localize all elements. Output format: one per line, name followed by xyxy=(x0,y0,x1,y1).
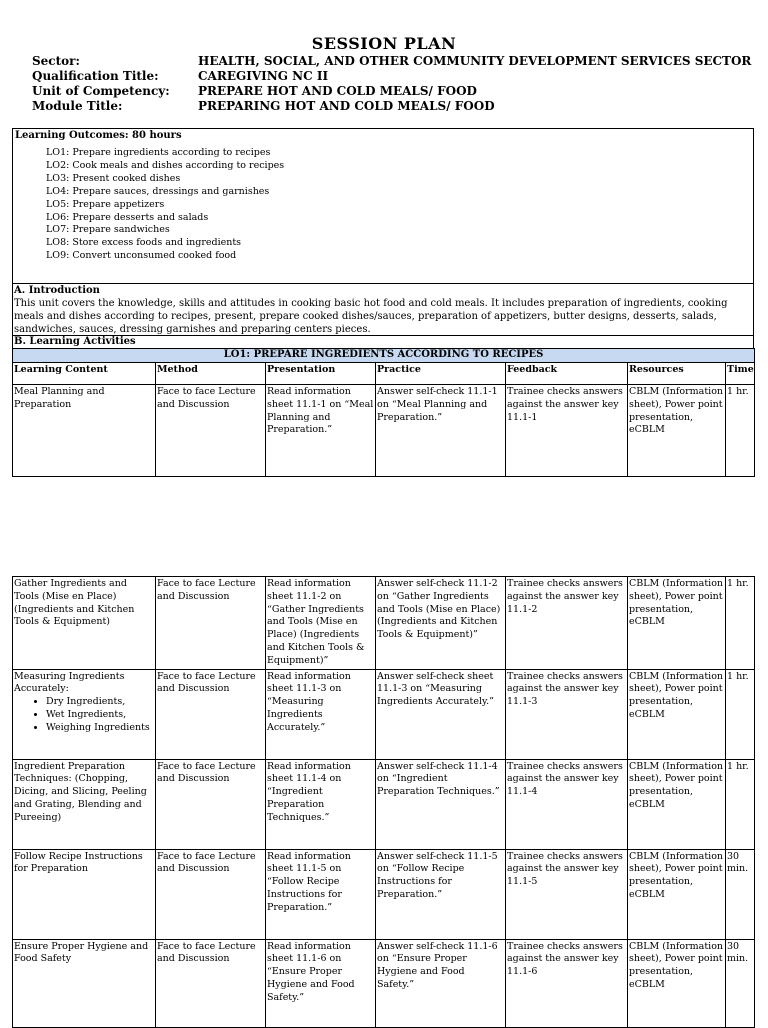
sub-topic-item: • Dry Ingredients, xyxy=(46,696,154,709)
learning-activities-heading: B. Learning Activities xyxy=(12,335,754,349)
table-row xyxy=(13,385,755,477)
page-title: SESSION PLAN xyxy=(311,34,457,53)
resources-cell: CBLM (Information sheet), Power point presentation, eCBLM xyxy=(628,759,726,849)
meta-row-sector xyxy=(32,54,751,69)
time-cell: 1 hr. xyxy=(726,759,755,849)
learning-outcome-item: LO9: Convert unconsumed cooked food xyxy=(46,250,237,262)
column-header: Method xyxy=(156,363,266,385)
meta-label: Unit of Competency: xyxy=(32,84,170,98)
learning-outcome-item: LO1: Prepare ingredients according to recipes xyxy=(46,147,271,158)
presentation-cell: Read information sheet 11.1-5 on “Follow Recipe Instructions for Preparation.” xyxy=(266,849,376,939)
method-cell: Face to face Lecture and Discussion xyxy=(156,849,266,939)
method-cell: Face to face Lecture and Discussion xyxy=(156,759,266,849)
practice-cell: Answer self-check 11.1-1 on “Meal Planning and Preparation.” xyxy=(376,385,506,477)
method-cell: Face to face Lecture and Discussion xyxy=(156,385,266,477)
learning-outcome-item: LO3: Present cooked dishes xyxy=(46,172,181,184)
introduction-heading: A. Introduction xyxy=(14,285,100,296)
column-header: Resources xyxy=(628,363,726,385)
presentation-cell: Read information sheet 11.1-4 on “Ingredient Preparation Techniques.” xyxy=(266,759,376,849)
resources-cell: CBLM (Information sheet), Power point presentation, eCBLM xyxy=(628,385,726,477)
meta-label: Sector: xyxy=(32,54,80,68)
time-cell: 1 hr. xyxy=(726,577,755,670)
sub-topic-item: • Weighing Ingredients xyxy=(46,722,154,735)
meta-value: CAREGIVING NC II xyxy=(198,69,329,83)
table-row xyxy=(13,939,755,1027)
learning-content-cell: Gather Ingredients and Tools (Mise en Place) (Ingredients and Kitchen Tools & Equipment) xyxy=(13,577,156,670)
method-cell: Face to face Lecture and Discussion xyxy=(156,669,266,759)
presentation-cell: Read information sheet 11.1-1 on “Meal Planning and Preparation.” xyxy=(266,385,376,477)
practice-cell: Answer self-check 11.1-5 on “Follow Recipe Instructions for Preparation.” xyxy=(376,849,506,939)
table-row xyxy=(13,849,755,939)
learning-outcome-item: LO6: Prepare desserts and salads xyxy=(46,211,209,223)
presentation-cell: Read information sheet 11.1-2 on “Gather Ingredients and Tools (Mise en Place) (Ingredients and Kitchen Tools & Equipment)” xyxy=(266,577,376,670)
feedback-cell: Trainee checks answers against the answer key 11.1-6 xyxy=(506,939,628,1027)
learning-content-cell: Follow Recipe Instructions for Preparation xyxy=(13,849,156,939)
presentation-cell: Read information sheet 11.1-3 on “Measuring Ingredients Accurately.” xyxy=(266,669,376,759)
learning-content-text: Measuring Ingredients Accurately: xyxy=(14,670,125,695)
feedback-cell: Trainee checks answers against the answer key 11.1-3 xyxy=(506,669,628,759)
resources-cell: CBLM (Information sheet), Power point presentation, eCBLM xyxy=(628,849,726,939)
column-header: Practice xyxy=(376,363,506,385)
resources-cell: CBLM (Information sheet), Power point presentation, eCBLM xyxy=(628,577,726,670)
learning-content-cell: Meal Planning and Preparation xyxy=(13,385,156,477)
presentation-cell: Read information sheet 11.1-6 on “Ensure Proper Hygiene and Food Safety.” xyxy=(266,939,376,1027)
meta-row-module xyxy=(32,99,751,114)
meta-value: PREPARING HOT AND COLD MEALS/ FOOD xyxy=(198,99,495,113)
learning-outcome-item: LO4: Prepare sauces, dressings and garnishes xyxy=(46,185,270,197)
lo1-band: LO1: PREPARE INGREDIENTS ACCORDING TO RECIPES xyxy=(13,349,755,363)
feedback-cell: Trainee checks answers against the answer key 11.1-1 xyxy=(506,385,628,477)
learning-outcomes-box xyxy=(12,128,754,284)
learning-content-cell: Ensure Proper Hygiene and Food Safety xyxy=(13,939,156,1027)
meta-row-unit xyxy=(32,84,751,99)
column-header: Learning Content xyxy=(13,363,156,385)
column-header: Time xyxy=(726,363,755,385)
feedback-cell: Trainee checks answers against the answer key 11.1-4 xyxy=(506,759,628,849)
time-cell: 1 hr. xyxy=(726,669,755,759)
introduction-section xyxy=(12,284,754,336)
learning-outcome-item: LO2: Cook meals and dishes according to recipes xyxy=(46,159,285,171)
feedback-cell: Trainee checks answers against the answer key 11.1-5 xyxy=(506,849,628,939)
practice-cell: Answer self-check sheet 11.1-3 on “Measuring Ingredients Accurately.” xyxy=(376,669,506,759)
method-cell: Face to face Lecture and Discussion xyxy=(156,939,266,1027)
sub-topic-item: • Wet Ingredients, xyxy=(46,709,154,722)
table-row xyxy=(13,577,755,670)
table-row xyxy=(13,759,755,849)
introduction-text: This unit covers the knowledge, skills and attitudes in cooking basic hot food and cold meals. It includes preparation of ingredients, cooking meals and dishes according to recipes, present, prepare cooked dishes/sauces, preparation of appetizers, butter designs, desserts, salads, sandwiches, sauces, dressing garnishes and preparing centers pieces. xyxy=(14,298,728,335)
method-cell: Face to face Lecture and Discussion xyxy=(156,577,266,670)
meta-label: Module Title: xyxy=(32,99,123,113)
column-header: Feedback xyxy=(506,363,628,385)
practice-cell: Answer self-check 11.1-4 on “Ingredient Preparation Techniques.” xyxy=(376,759,506,849)
meta-row-qualification xyxy=(32,69,751,84)
learning-content-cell xyxy=(13,669,156,759)
learning-outcome-item: LO5: Prepare appetizers xyxy=(46,198,165,210)
learning-outcomes-heading: Learning Outcomes: 80 hours xyxy=(15,130,182,141)
session-meta xyxy=(32,54,751,114)
learning-outcome-item: LO8: Store excess foods and ingredients xyxy=(46,237,242,249)
learning-content-cell: Ingredient Preparation Techniques: (Chopping, Dicing, and Slicing, Peeling and Grating, Blending and Pureeing) xyxy=(13,759,156,849)
learning-outcome-item: LO7: Prepare sandwiches xyxy=(46,224,170,236)
table-row xyxy=(13,669,755,759)
meta-value: PREPARE HOT AND COLD MEALS/ FOOD xyxy=(198,84,477,98)
time-cell: 30 min. xyxy=(726,849,755,939)
feedback-cell: Trainee checks answers against the answer key 11.1-2 xyxy=(506,577,628,670)
resources-cell: CBLM (Information sheet), Power point presentation, eCBLM xyxy=(628,939,726,1027)
time-cell: 1 hr. xyxy=(726,385,755,477)
meta-label: Qualification Title: xyxy=(32,69,159,83)
practice-cell: Answer self-check 11.1-6 on “Ensure Proper Hygiene and Food Safety.” xyxy=(376,939,506,1027)
table-header-row xyxy=(13,363,755,385)
sub-topic-list xyxy=(14,696,154,734)
activities-table-continued xyxy=(12,576,755,1028)
resources-cell: CBLM (Information sheet), Power point presentation, eCBLM xyxy=(628,669,726,759)
activities-table xyxy=(12,348,755,477)
column-header: Presentation xyxy=(266,363,376,385)
practice-cell: Answer self-check 11.1-2 on “Gather Ingredients and Tools (Mise en Place) (Ingredients and Kitchen Tools & Equipment)” xyxy=(376,577,506,670)
learning-outcomes-list xyxy=(13,142,753,263)
time-cell: 30 min. xyxy=(726,939,755,1027)
meta-value: HEALTH, SOCIAL, AND OTHER COMMUNITY DEVELOPMENT SERVICES SECTOR xyxy=(198,54,752,68)
